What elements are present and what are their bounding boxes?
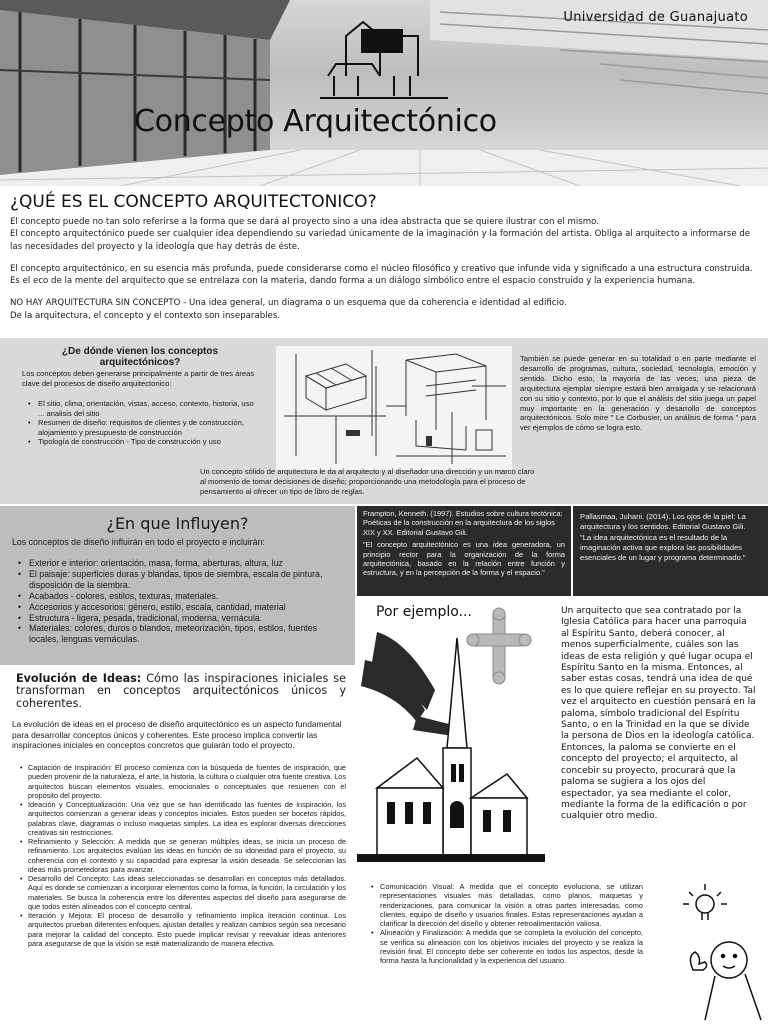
continuation-list xyxy=(371,882,643,966)
influence-title: ¿En que Influyen? xyxy=(106,514,249,533)
origins-right-text: También se puede generar en su totalidad o en parte mediante el desarrollo de programas, cultura, sociedad, tecnología, emoción y sentido. Dicho esto, la mayoría de las veces, una pieza de arquitectura ejemplar siempre estará bien arraigada y se relacionará con su sitio y contexto, por lo que el análisis del sitio juega un papel muy importante en la generación y desarrollo de conceptos arquitectónicos. Solo mire " Le Corbusier, un análisis de forma " para ver ejemplos de cómo se logra esto. xyxy=(520,354,756,433)
evolution-heading-bold: Evolución de Ideas: xyxy=(16,672,142,685)
origins-title: ¿De dónde vienen los conceptos arquitectónicos? xyxy=(61,346,219,368)
list-item: • Captación de Inspiración: El proceso comienza con la búsqueda de fuentes de inspiración, que pueden provenir de la naturaleza, el arte, la historia, la cultura o cualquier otra fuente creativa. Los arquitectos buscan elementos visuales, emocionales o conceptuales que resuenen con el propósito del proyecto. xyxy=(20,763,346,800)
influence-list xyxy=(18,558,348,645)
list-item: • Exterior e interior: orientación, masa, forma, aberturas, altura, luz xyxy=(18,558,348,569)
intro-paragraph-4: NO HAY ARQUITECTURA SIN CONCEPTO - Una idea general, un diagrama o un esquema que da coherencia e identidad al edificio. xyxy=(10,298,567,309)
list-item: • Ideación y Conceptualización: Una vez que se han identificado las fuentes de inspiración, los arquitectos comienzan a generar ideas y conceptos iniciales. Estos pueden ser bocetos rápidos, palabras clave, diagramas o incluso maquetas simples. La idea es explorar diversas direcciones creativas sin restricciones. xyxy=(20,800,346,837)
intro-paragraph-2: El concepto arquitectónico puede ser cualquier idea dependiendo su variedad únicamente de la imaginación y la formación del artista. Obliga al arquitecto a informarse de las necesidades del proyecto y la ideología que hay detrás de éste. xyxy=(10,229,751,252)
citation-frampton xyxy=(357,506,571,596)
evolution-heading-rest: Cómo las inspiraciones iniciales se transforman en conceptos arquitectónicos únicos y coherentes. xyxy=(16,672,346,710)
list-item: • Accesorios y accesorios: género, estilo, escala, cantidad, material xyxy=(18,602,348,613)
influence-section xyxy=(0,506,355,665)
list-item: • Resumen de diseño: requisitos de clientes y de construcción, alojamiento y presupuesto de construcción xyxy=(28,418,260,437)
citation-pallasmaa xyxy=(573,506,768,596)
intro-paragraph-3: El concepto arquitectónico, en su esencia más profunda, puede considerarse como el núcleo filosófico y creativo que infunde vida y significado a una estructura construida. Es el eco de la mente del arquitecto que se entrelaza con la materia, dando forma a un diálogo simbólico entre el espacio construido y la experiencia humana. xyxy=(10,263,753,287)
list-item: • Desarrollo del Concepto: Las ideas seleccionadas se desarrollan en conceptos más detallados. Aquí es donde se comienzan a incorporar elementos como la forma, la función, la circulación y los materiales. Se busca la coherencia entre los diferentes aspectos del diseño para asegurarse de que todos estén alineados con el concepto central. xyxy=(20,874,346,911)
intro-heading: ¿QUÉ ES EL CONCEPTO ARQUITECTONICO? xyxy=(10,192,377,212)
evolution-intro: La evolución de ideas en el proceso de diseño arquitectónico es un aspecto fundamental para desarrollar conceptos únicos y coherentes. Este proceso implica convertir las inspiraciones iniciales en conceptos concretos que guiarán todo el proyecto. xyxy=(12,719,342,750)
list-item: • El sitio, clima, orientación, vistas, acceso, contexto, historia, uso ... analisis del sitio xyxy=(28,399,260,418)
origins-section xyxy=(0,338,768,504)
list-item: • Iteración y Mejora: El proceso de desarrollo y refinamiento implica iteración continua. Los arquitectos prueban diferentes enfoques, ajustan detalles y realizan cambios según sea necesario para mejorar la calidad del concepto. Esto puede implicar revisar y reevaluar ideas anteriores para asegurarse de que la visión se esté materializando de manera efectiva. xyxy=(20,911,346,948)
list-item: • Refinamiento y Selección: A medida que se generan múltiples ideas, se inicia un proceso de refinamiento. Los arquitectos evalúan las ideas en función de su idoneidad para el proyecto, su coherencia con el contexto y su capacidad para expresar la visión deseada. Se seleccionan las ideas más prometedoras para avanzar. xyxy=(20,837,346,874)
evolution-section xyxy=(0,667,355,1024)
example-title: Por ejemplo... xyxy=(376,604,472,620)
header-banner xyxy=(0,0,768,186)
origins-list xyxy=(28,399,260,447)
list-item: • Materiales: colores, duros o blandos, meteorización, tipos, estilos, fuentes locales, lenguas vernáculas. xyxy=(18,623,348,645)
house-logo-icon xyxy=(318,16,450,104)
university-name: Universidad de Guanajuato xyxy=(563,10,748,25)
list-item: • Acabados - colores, estilos, texturas, materiales. xyxy=(18,591,348,602)
lightbulb-idea-icon xyxy=(675,874,763,1020)
intro-section xyxy=(0,186,768,336)
citation-quote: "El concepto arquitectónico es una idea generadora, un principio rector para la organización de la forma arquitectónica, basado en la relación entre función y estructura, y en la percepción de la forma y el espacio." xyxy=(363,540,565,578)
intro-paragraph-1: El concepto puede no tan solo referirse a la forma que se dará al proyecto sino a una idea abstracta que se quiere ilustrar con el mismo. xyxy=(10,217,599,227)
church-illustration xyxy=(357,598,545,862)
list-item: • Comunicación Visual: A medida que el concepto evoluciona, se utilizan representaciones visuales más detalladas, como planos, maquetas y renderizaciones, para comunicar la visión a otras partes interesadas, como clientes, equipo de diseño y usuarios finales. Estas representaciones ayudan a clarificar la dirección del diseño y obtener retroalimentación valiosa. xyxy=(371,882,643,928)
citation-reference: Pallasmaa, Juhani. (2014). Los ojos de la piel: La arquitectura y los sentidos. Editorial Gustavo Gili. xyxy=(580,512,746,531)
origins-intro: Los conceptos deben generarse principalmente a partir de tres áreas clave del procesos de diseño arquitectonico: xyxy=(22,369,255,388)
origins-caption: Un concepto sólido de arquitectura le da al arquitecto y al diseñador una dirección y un marco claro al momento de tomar decisiones de diseño; proporcionando una metodología para el proceso de pensamiento al ofrecer un tipo de libro de reglas. xyxy=(200,467,535,496)
evolution-list xyxy=(20,763,346,948)
influence-intro: Los conceptos de diseño influirán en todo el proyecto e incluirán: xyxy=(12,537,265,547)
list-item: • Tipología de construcción - Tipo de construcción y uso xyxy=(28,437,260,447)
intro-paragraph-5: De la arquitectura, el concepto y el contexto son inseparables. xyxy=(10,310,281,321)
architectural-sketch-illustration xyxy=(276,346,512,470)
list-item: • Estructura - ligera, pesada, tradicional, moderna, vernácula. xyxy=(18,613,348,624)
citation-reference: Frampton, Kenneth. (1997). Estudios sobre cultura tectónica: Poéticas de la construcción en la arquitectura de los siglos XIX y XX. Editorial Gustavo Gili. xyxy=(363,509,563,537)
page-title: Concepto Arquitectónico xyxy=(134,104,497,139)
evolution-heading xyxy=(16,673,346,710)
continuation-section xyxy=(357,864,768,1024)
example-text: Un arquitecto que sea contratado por la Iglesia Católica para hacer una parroquia al Espíritu Santo, deberá conocer, al menos superficialmente, cuáles son las ideas de esta religión y qué lugar ocupa el Espíritu Santo en la misma. Entonces, al saber estas cosas, tendrá una idea de qué es lo que quiere reflejar en su proyecto. Tal vez el arquitecto en cuestión pensará en la paloma, símbolo tradicional del Espíritu Santo, o en la Trinidad en la que se divide la persona de Dios en la ideología católica. Entonces, la paloma se convierte en el concepto del proyecto; el arquitecto, al concebir su proyecto, procurará que la paloma se sugiera a los ojos del espectador, ya sea mediante el color, mediante la forma de la edificación o por cualquier otro medio. xyxy=(549,598,768,862)
list-item: • El paisaje: superficies duras y blandas, tipos de siembra, escala de pintura, disposición de la siembra. xyxy=(18,569,348,591)
citation-quote: "La idea arquitectónica es el resultado de la imaginación activa que explora las posibilidades esenciales de un lugar y programa determinado." xyxy=(580,533,746,562)
list-item: • Alineación y Finalización: A medida que se completa la evolución del concepto, se verifica su alineación con los objetivos iniciales del proyecto y se realiza la revisión final. El concepto debe ser coherente en todos los aspectos, desde la forma hasta la funcionalidad y la experiencia del usuario. xyxy=(371,928,643,965)
